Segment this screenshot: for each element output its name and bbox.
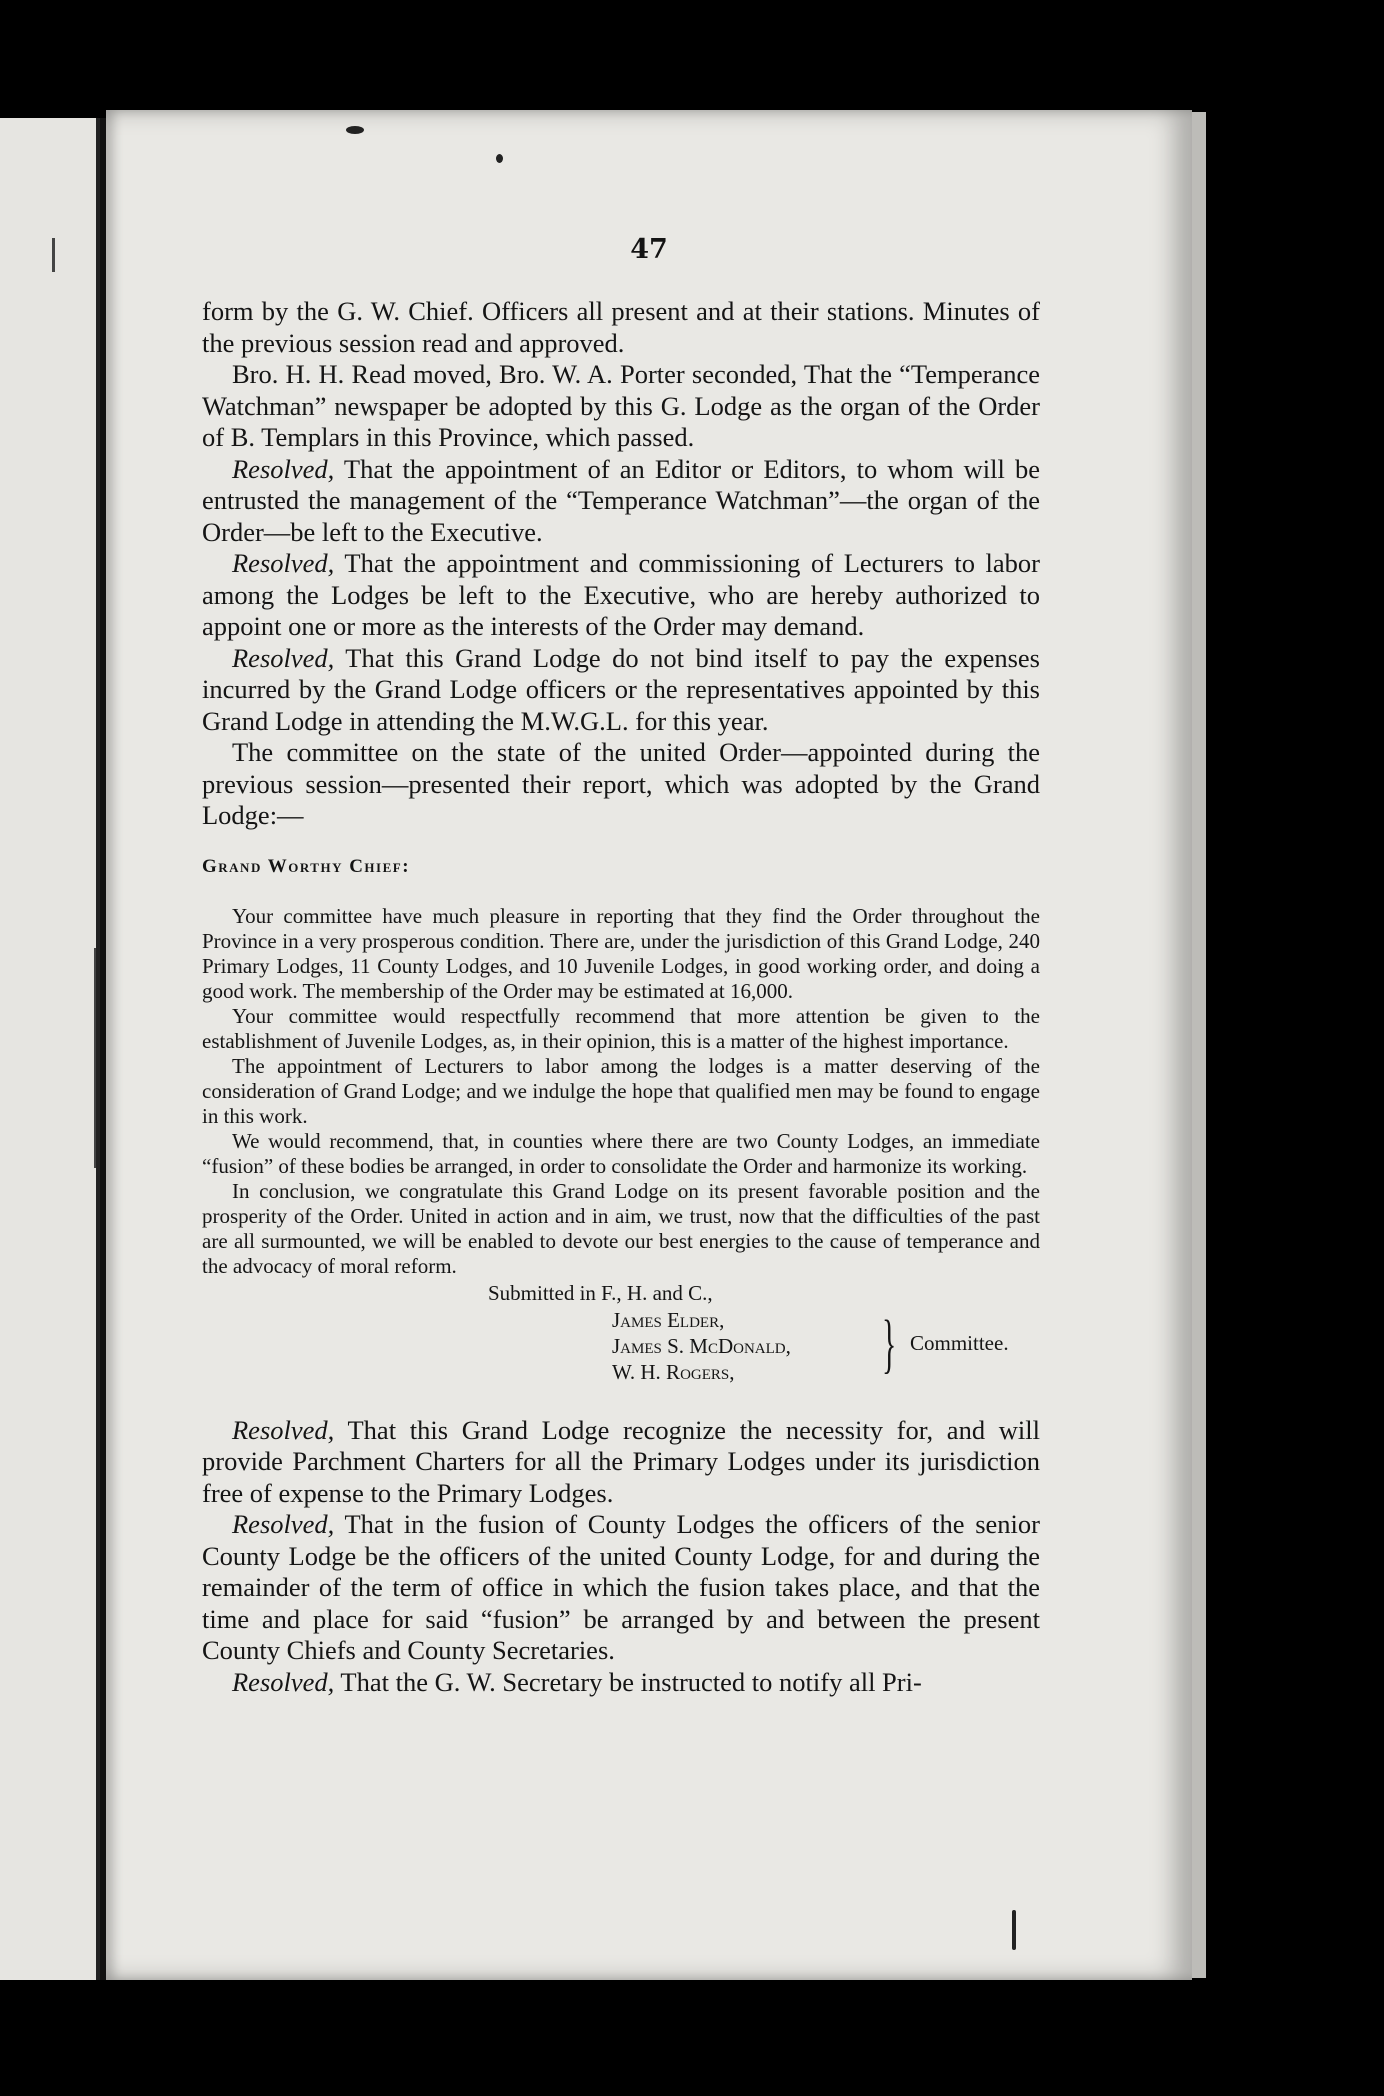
report-paragraph: We would recommend, that, in counties where there are two County Lodges, an immediate “fusion” of these bodies be arranged, in order to consolidate the Order and harmonize its working. <box>202 1128 1040 1178</box>
resolution-text: That the appointment and commissioning of Lecturers to labor among the Lodges be left to the Executive, who are hereby authorized to appoint one or more as the interests of the Order may demand. <box>202 548 1040 641</box>
resolution-expenses <box>202 643 1040 738</box>
print-speck <box>496 154 503 163</box>
page-edge <box>1192 112 1206 1978</box>
resolution-text: That in the fusion of County Lodges the officers of the senior County Lodge be the officers of the united County Lodge, for and during the remainder of the term of office in which the fusion takes place, and that the time and place for said “fusion” be arranged by and between the present County Chiefs and County Secretaries. <box>202 1509 1040 1665</box>
resolved-lead: Resolved, <box>232 1414 335 1445</box>
resolved-lead: Resolved, <box>232 642 335 673</box>
resolution-text: That the G. W. Secretary be instructed to notify all Pri- <box>334 1666 922 1697</box>
resolution-lecturers <box>202 548 1040 643</box>
paragraph-motion: Bro. H. H. Read moved, Bro. W. A. Porter seconded, That the “Temperance Watchman” newspaper be adopted by this G. Lodge as the organ of the Order of B. Templars in this Province, which passed. <box>202 359 1040 452</box>
resolved-lead: Resolved, <box>232 453 335 484</box>
resolution-charters <box>202 1415 1040 1510</box>
resolutions-section <box>202 1415 1040 1699</box>
signer-name: James Elder, <box>612 1307 725 1332</box>
print-speck <box>1012 1910 1016 1950</box>
resolution-text: That this Grand Lodge do not bind itself to pay the expenses incurred by the Grand Lodge officers or the representatives appointed by this Grand Lodge in attending the M.W.G.L. for this year. <box>202 642 1040 736</box>
resolution-fusion <box>202 1509 1040 1667</box>
submitted-line: Submitted in F., H. and C., <box>488 1280 713 1305</box>
resolution-text: That this Grand Lodge recognize the necessity for, and will provide Parchment Charters for all the Primary Lodges under its jurisdiction free of expense to the Primary Lodges. <box>202 1414 1040 1508</box>
resolution-text: That the appointment of an Editor or Editors, to whom will be entrusted the management of the “Temperance Watchman”—the organ of the Order—be left to the Executive. <box>202 453 1040 547</box>
page-body <box>202 296 1040 1698</box>
committee-intro: The committee on the state of the united Order—appointed during the previous session—presented their report, which was adopted by the Grand Lodge:— <box>202 737 1040 830</box>
facing-page-edge <box>0 118 100 1980</box>
resolved-lead: Resolved, <box>232 1666 335 1697</box>
report-heading: Grand Worthy Chief: <box>202 855 411 877</box>
ink-mark <box>52 238 55 272</box>
resolved-lead: Resolved, <box>232 1509 335 1539</box>
resolution-editor <box>202 454 1040 549</box>
signer-name: James S. McDonald, <box>612 1333 791 1358</box>
ink-mark <box>94 948 96 1168</box>
paragraph-opening: form by the G. W. Chief. Officers all present and at their stations. Minutes of the previous session read and approved. <box>202 296 1040 358</box>
brace-glyph: } <box>882 1306 897 1380</box>
committee-label: Committee. <box>910 1330 1009 1355</box>
print-speck <box>346 126 364 134</box>
signer-list <box>612 1307 791 1385</box>
report-paragraph: The appointment of Lecturers to labor among the lodges is a matter deserving of the consideration of Grand Lodge; and we indulge the hope that qualified men may be found to engage in this work. <box>202 1053 1040 1128</box>
minutes-section <box>202 296 1040 832</box>
resolution-secretary <box>202 1667 1040 1699</box>
report-paragraph: In conclusion, we congratulate this Grand Lodge on its present favorable position and the prosperity of the Order. United in action and in aim, we trust, now that the difficulties of the past are all surmounted, we will be enabled to devote our best energies to the cause of temperance and the advocacy of moral reform. <box>202 1178 1040 1278</box>
signer-name: W. H. Rogers, <box>612 1359 735 1384</box>
resolved-lead: Resolved, <box>232 548 335 578</box>
report-paragraph: Your committee have much pleasure in reporting that they find the Order throughout the Province in a very prosperous condition. There are, under the jurisdiction of this Grand Lodge, 240 Primary Lodges, 11 County Lodges, and 10 Juvenile Lodges, in good working order, and doing a good work. The membership of the Order may be estimated at 16,000. <box>202 903 1040 1003</box>
committee-report <box>202 904 1040 1387</box>
book-page <box>106 110 1192 1980</box>
page-number: 47 <box>630 234 668 265</box>
report-paragraph: Your committee would respectfully recommend that more attention be given to the establishment of Juvenile Lodges, as, in their opinion, this is a matter of the highest importance. <box>202 1003 1040 1053</box>
signature-block <box>202 1281 1040 1387</box>
